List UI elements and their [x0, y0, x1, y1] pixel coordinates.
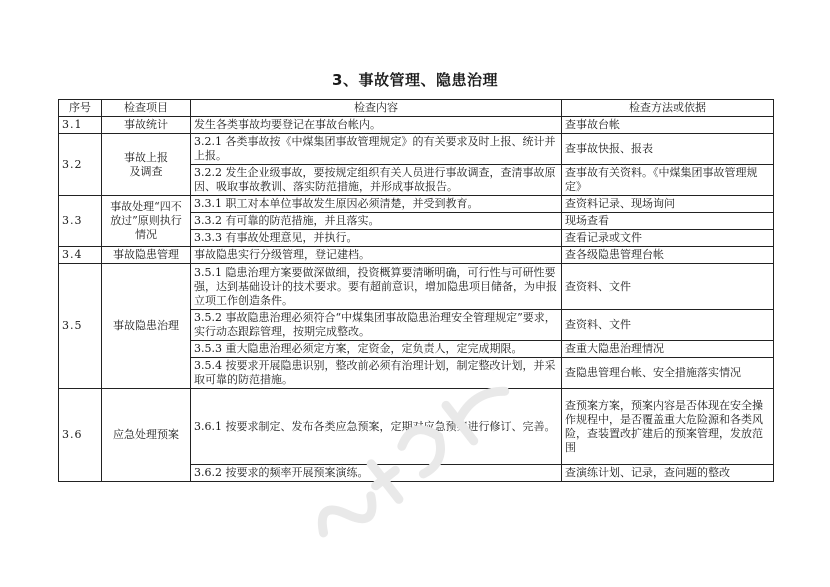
row-method: 查资料、文件 [562, 310, 774, 341]
row-method: 查事故台帐 [562, 117, 774, 134]
row-method: 查看记录或文件 [562, 230, 774, 247]
row-method: 查重大隐患治理情况 [562, 341, 774, 358]
row-content: 3.5.1 隐患治理方案要做深做细，投资概算要清晰明确，可行性与可研性要强，达到基础设计的技术要求。要有超前意识，增加隐患项目储备，为申报立项工作创造条件。 [191, 264, 562, 310]
table-row [59, 117, 774, 134]
table-row [59, 134, 774, 165]
table-row [59, 389, 774, 465]
header-content: 检查内容 [191, 100, 562, 117]
row-method: 查演练计划、记录，查问题的整改 [562, 465, 774, 482]
table-header-row [59, 100, 774, 117]
table-row [59, 196, 774, 213]
row-content: 3.3.2 有可靠的防范措施，并且落实。 [191, 213, 562, 230]
row-content: 3.6.2 按要求的频率开展预案演练。 [191, 465, 562, 482]
row-seq: 3.1 [59, 117, 102, 134]
page-title: 3、事故管理、隐患治理 [332, 71, 498, 89]
inspection-table [58, 99, 774, 482]
header-method: 检查方法或依据 [562, 100, 774, 117]
header-seq: 序号 [59, 100, 102, 117]
row-content: 发生各类事故均要登记在事故台帐内。 [191, 117, 562, 134]
header-item: 检查项目 [102, 100, 191, 117]
row-item: 事故上报 及调查 [102, 134, 191, 196]
row-seq: 3.4 [59, 247, 102, 264]
table-row [59, 264, 774, 310]
row-seq: 3.6 [59, 389, 102, 482]
row-method: 现场查看 [562, 213, 774, 230]
row-method: 查事故有关资料。《中煤集团事故管理规定》 [562, 165, 774, 196]
row-item: 事故隐患管理 [102, 247, 191, 264]
row-method: 查事故快报、报表 [562, 134, 774, 165]
row-method: 查各级隐患管理台帐 [562, 247, 774, 264]
row-method: 查资料、文件 [562, 264, 774, 310]
row-content: 3.5.3 重大隐患治理必须定方案，定资金，定负责人，定完成期限。 [191, 341, 562, 358]
row-item: 事故处理“四不放过”原则执行情况 [102, 196, 191, 247]
row-content: 3.2.1 各类事故按《中煤集团事故管理规定》的有关要求及时上报、统计并上报。 [191, 134, 562, 165]
row-seq: 3.2 [59, 134, 102, 196]
row-item: 事故统计 [102, 117, 191, 134]
row-seq: 3.3 [59, 196, 102, 247]
row-content: 3.3.1 职工对本单位事故发生原因必须清楚，并受到教育。 [191, 196, 562, 213]
row-content: 3.5.4 按要求开展隐患识别，整改前必须有治理计划，制定整改计划，并采取可靠的防范措施。 [191, 358, 562, 389]
row-content: 3.3.3 有事故处理意见，并执行。 [191, 230, 562, 247]
table-row [59, 247, 774, 264]
row-method: 查隐患管理台帐、安全措施落实情况 [562, 358, 774, 389]
row-item: 事故隐患治理 [102, 264, 191, 389]
row-content: 事故隐患实行分级管理，登记建档。 [191, 247, 562, 264]
row-seq: 3.5 [59, 264, 102, 389]
row-content: 3.6.1 按要求制定、发布各类应急预案，定期对应急预案进行修订、完善。 [191, 389, 562, 465]
row-content: 3.2.2 发生企业级事故，要按规定组织有关人员进行事故调查，查清事故原因、吸取事故教训、落实防范措施，并形成事故报告。 [191, 165, 562, 196]
row-item: 应急处理预案 [102, 389, 191, 482]
row-content: 3.5.2 事故隐患治理必须符合“中煤集团事故隐患治理安全管理规定”要求，实行动态跟踪管理，按期完成整改。 [191, 310, 562, 341]
row-method: 查资料记录、现场询问 [562, 196, 774, 213]
row-method: 查预案方案，预案内容是否体现在安全操作规程中，是否覆盖重大危险源和各类风险，查装置改扩建后的预案管理，发放范围 [562, 389, 774, 465]
